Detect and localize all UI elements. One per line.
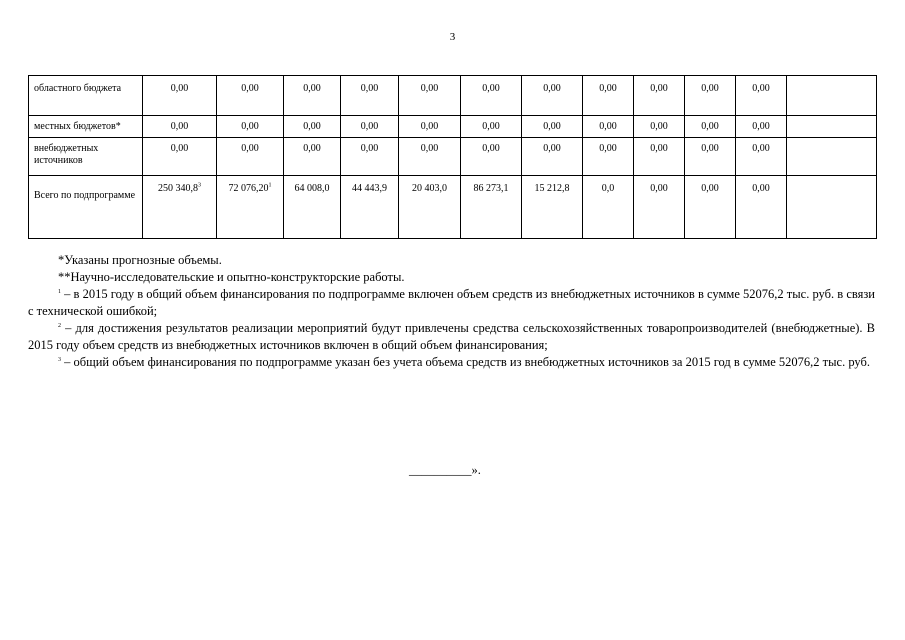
table-cell: 86 273,1	[461, 176, 522, 239]
table-cell	[787, 76, 877, 116]
closing-mark: __________».	[409, 463, 481, 477]
table-cell: 0,00	[461, 76, 522, 116]
table-row	[29, 138, 877, 176]
table-cell: 0,00	[685, 138, 736, 176]
table-cell: 0,00	[736, 116, 787, 138]
table-cell: 0,00	[341, 138, 399, 176]
table-cell: 0,00	[399, 76, 461, 116]
table-cell: 0,00	[685, 176, 736, 239]
table-cell: 0,00	[217, 76, 284, 116]
table-cell: 0,00	[685, 76, 736, 116]
page-number: 3	[449, 31, 456, 43]
row-label: местных бюджетов*	[29, 116, 143, 138]
table-row	[29, 76, 877, 116]
table-cell: 15 212,8	[522, 176, 583, 239]
table-cell: 0,00	[736, 176, 787, 239]
table-cell: 0,00	[685, 116, 736, 138]
table-row	[29, 176, 877, 239]
table-cell	[787, 138, 877, 176]
table-cell: 0,00	[399, 116, 461, 138]
row-label: внебюджетных источников	[29, 138, 143, 176]
table-cell: 0,00	[341, 116, 399, 138]
footnote-1: $^1$ – в 2015 году в общий объем финансирования по подпрограмме включен объем средств из внебюджетных источников в сумме 52076,2 тыс. руб. в связи с технической ошибкой;	[28, 287, 875, 318]
table-cell: 0,00	[583, 138, 634, 176]
note-rnd: **Научно-исследовательские и опытно-конструкторские работы.	[58, 270, 405, 284]
table-cell: 0,00	[461, 138, 522, 176]
table-cell: 0,00	[143, 76, 217, 116]
footnote-3: $^3$ – общий объем финансирования по подпрограмме указан без учета объема средств из внебюджетных источников за 2015 год в сумме 52076,2 тыс. руб.	[58, 355, 870, 369]
table-cell	[787, 176, 877, 239]
table-cell: 0,00	[736, 138, 787, 176]
row-label: Всего по подпрограмме	[29, 176, 143, 239]
table-cell: 0,00	[634, 76, 685, 116]
table-cell: 64 008,0	[284, 176, 341, 239]
table-row	[29, 116, 877, 138]
table-cell: 0,00	[284, 116, 341, 138]
table-cell: 0,00	[217, 138, 284, 176]
footnotes	[28, 252, 875, 371]
footnote-2: $^2$ – для достижения результатов реализации мероприятий будут привлечены средства сельскохозяйственных товаропроизводителей (внебюджетные). В 2015 году объем средств из внебюджетных источников включен в общий объем финансирования;	[28, 321, 875, 352]
table-cell: 0,00	[522, 138, 583, 176]
table-cell: 0,00	[634, 176, 685, 239]
table-cell: 0,0	[583, 176, 634, 239]
table-cell: 0,00	[736, 76, 787, 116]
table-cell: 72 076,20$^1$	[217, 176, 284, 239]
table-cell: 250 340,8$^3$	[143, 176, 217, 239]
table-cell: 0,00	[461, 116, 522, 138]
table-cell: 0,00	[143, 116, 217, 138]
table-cell: 0,00	[583, 116, 634, 138]
table-cell: 0,00	[522, 116, 583, 138]
table-cell: 0,00	[583, 76, 634, 116]
table-cell: 0,00	[522, 76, 583, 116]
table-cell: 44 443,9	[341, 176, 399, 239]
table-cell	[787, 116, 877, 138]
note-forecast: *Указаны прогнозные объемы.	[58, 253, 222, 267]
table-cell: 0,00	[341, 76, 399, 116]
table-cell: 0,00	[217, 116, 284, 138]
table-cell: 0,00	[284, 138, 341, 176]
table-cell: 0,00	[143, 138, 217, 176]
table-cell: 20 403,0	[399, 176, 461, 239]
table-cell: 0,00	[634, 116, 685, 138]
table-cell: 0,00	[399, 138, 461, 176]
row-label: областного бюджета	[29, 76, 143, 116]
table-cell: 0,00	[284, 76, 341, 116]
financing-table	[28, 75, 877, 239]
table-cell: 0,00	[634, 138, 685, 176]
